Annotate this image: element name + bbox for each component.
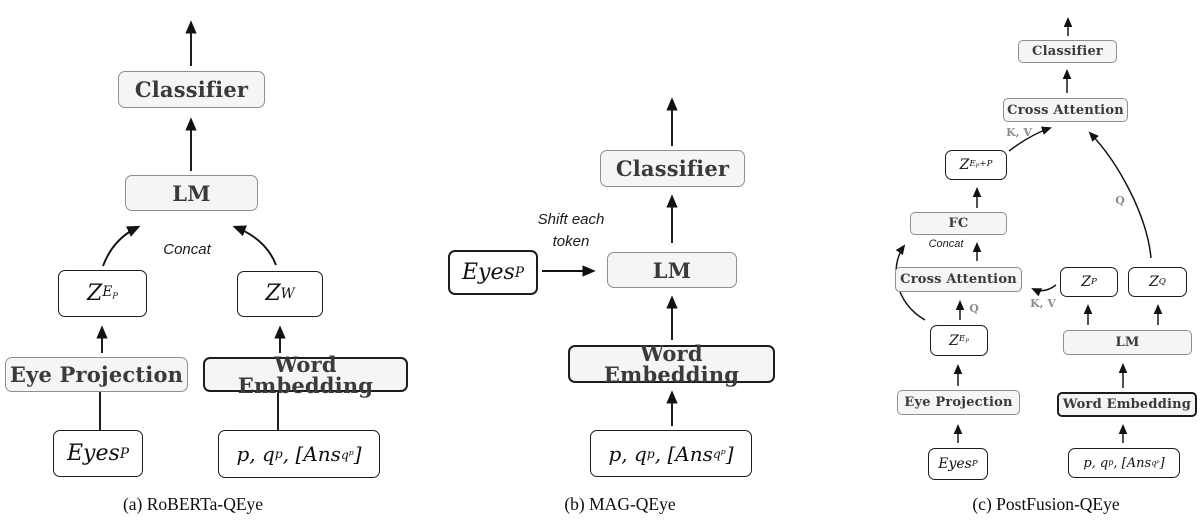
c-eyes-box: Eyes P xyxy=(928,448,988,480)
c-q-long-label: Q xyxy=(1115,194,1125,207)
b-word-embedding-box: Word Embedding xyxy=(568,345,775,383)
a-concat-label: Concat xyxy=(163,241,211,258)
a-caption: (a) RoBERTa-QEye xyxy=(122,494,264,514)
c-z-ep-box: Z $E_P$ xyxy=(930,325,988,356)
b-shift-each-label: Shift each xyxy=(537,211,605,228)
c-fc-box: FC xyxy=(910,212,1007,235)
a-classifier-box: Classifier xyxy=(118,71,265,108)
c-cross-attention-top-box: Cross Attention xyxy=(1003,98,1128,122)
a-z-ep-box: Z $E_P$ xyxy=(58,270,147,317)
a-input-box: p, q p , [Ans $q^p$ ] xyxy=(218,430,380,478)
c-eye-projection-box: Eye Projection xyxy=(897,390,1020,415)
c-cross-attention-bottom-box: Cross Attention xyxy=(895,267,1022,292)
c-lm-box: LM xyxy=(1063,330,1192,355)
a-lm-box: LM xyxy=(125,175,258,211)
c-kv-top-label: K, V xyxy=(1006,126,1032,139)
c-word-embedding-box: Word Embedding xyxy=(1057,392,1197,417)
c-classifier-box: Classifier xyxy=(1018,40,1117,63)
a-eye-projection-box: Eye Projection xyxy=(5,357,188,392)
c-q-small-label: Q xyxy=(969,302,979,315)
arrow-a-zep-to-lm xyxy=(103,227,138,266)
c-kv-right-label: K, V xyxy=(1030,297,1056,310)
a-word-embedding-box: Word Embedding xyxy=(203,357,408,392)
arrow-c-zp-to-cabot-kv xyxy=(1033,285,1056,291)
b-caption: (b) MAG-QEye xyxy=(564,494,676,514)
b-lm-box: LM xyxy=(607,252,737,288)
a-z-w-box: Z W xyxy=(237,271,323,317)
c-z-epp-box: Z $E_P+P$ xyxy=(945,150,1007,180)
b-input-box: p, q p , [Ans $q^p$ ] xyxy=(590,430,752,477)
c-z-q-box: Z Q xyxy=(1128,267,1187,297)
c-caption: (c) PostFusion-QEye xyxy=(972,494,1120,514)
b-eyes-box: Eyes P xyxy=(448,250,538,295)
arrow-a-zw-to-lm xyxy=(235,227,276,265)
a-eyes-box: Eyes P xyxy=(53,430,143,477)
b-token-label: token xyxy=(552,233,590,250)
c-z-p-box: Z P xyxy=(1060,267,1118,297)
c-input-box: p, q p , [Ans $q^p$ ] xyxy=(1068,448,1180,478)
c-concat-label: Concat xyxy=(928,238,964,250)
b-classifier-box: Classifier xyxy=(600,150,745,187)
